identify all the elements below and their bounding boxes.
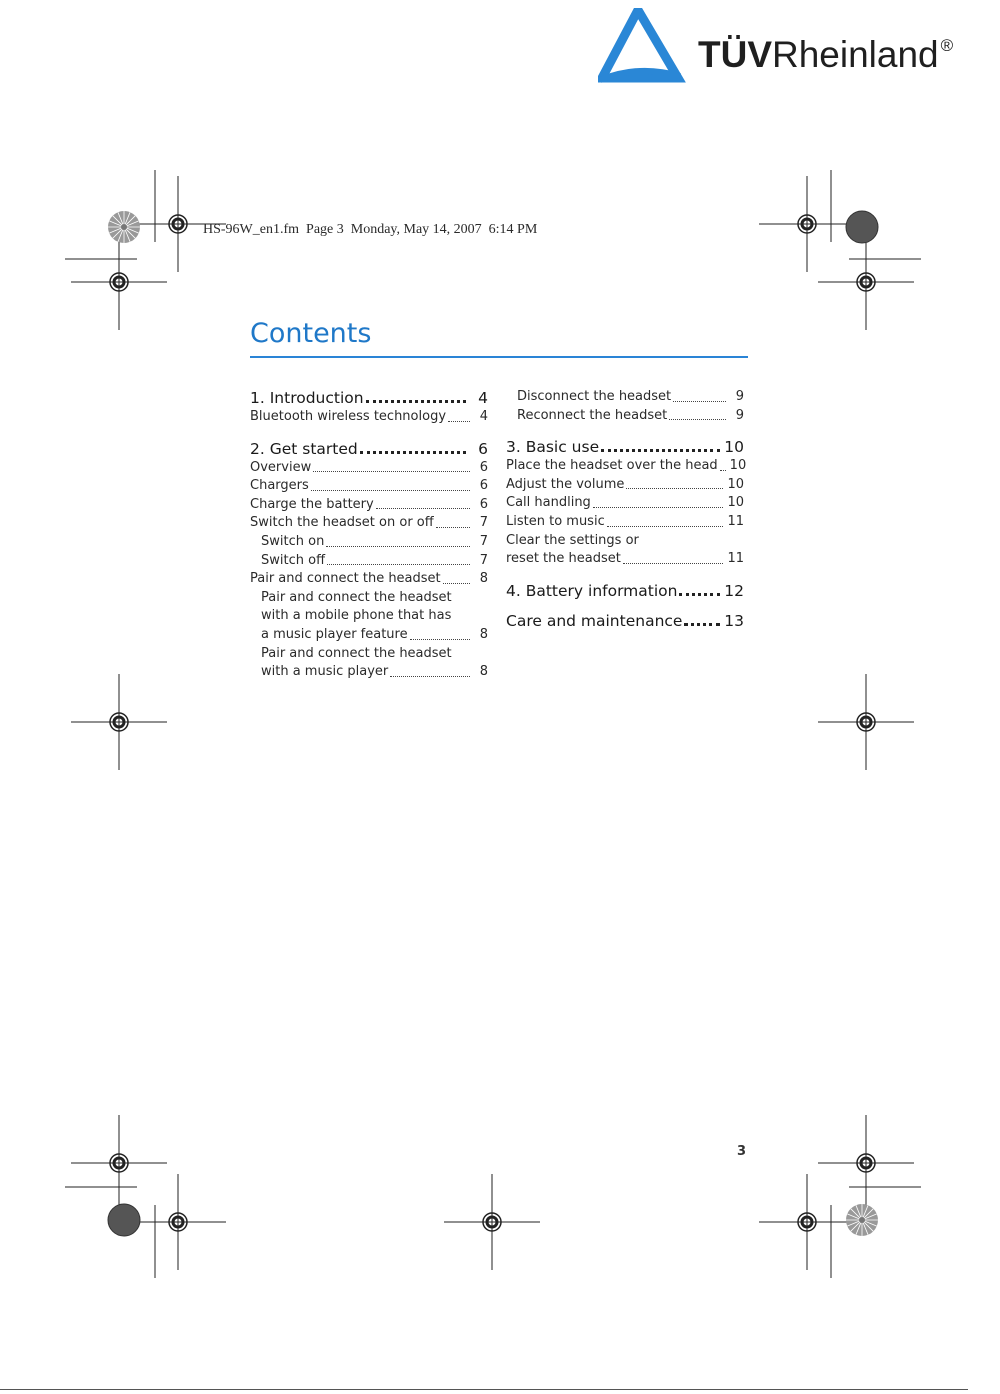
toc-page: 7 (479, 515, 488, 531)
toc-label: Charge the battery (250, 496, 374, 512)
toc-label: Care and maintenance (506, 611, 683, 630)
leader-dots (623, 563, 724, 564)
toc-entry[interactable] (250, 663, 488, 682)
toc-page: 4 (479, 409, 488, 424)
toc-page: 13 (724, 611, 744, 630)
toc-entry[interactable] (250, 533, 488, 552)
toc-entry[interactable] (250, 570, 488, 589)
leader-dots (327, 564, 470, 565)
toc-label: with a music player (261, 664, 389, 680)
toc-chapter[interactable] (506, 611, 744, 631)
leader-dots (669, 419, 726, 420)
toc-entry[interactable] (506, 476, 744, 495)
toc-label: Chargers (250, 478, 309, 494)
toc-chapter[interactable] (506, 437, 744, 457)
toc-page: 6 (479, 478, 488, 494)
leader-dots (313, 471, 470, 472)
toc-entry[interactable] (250, 408, 488, 427)
toc-label: reset the headset (506, 551, 621, 567)
toc-entry[interactable] (506, 388, 744, 407)
toc-label: Overview (250, 459, 312, 475)
toc-entry[interactable] (250, 626, 488, 645)
leader-dots (673, 401, 726, 402)
toc-left-column (250, 388, 488, 682)
toc-entry[interactable] (250, 514, 488, 533)
toc-entry[interactable] (506, 513, 744, 532)
brand-name-regular: Rheinland (772, 34, 939, 75)
toc-page: 4 (478, 389, 488, 407)
toc-page: 9 (735, 389, 744, 404)
toc-page: 7 (479, 552, 488, 568)
toc-page: 11 (727, 551, 744, 567)
leader-dots (360, 451, 466, 454)
toc-label-line: Clear the settings or (506, 532, 639, 548)
toc-chapter[interactable] (506, 581, 744, 601)
toc-page: 10 (727, 495, 744, 511)
title-underline (250, 356, 748, 358)
toc-label: 4. Battery information (506, 581, 678, 600)
toc-entry[interactable] (506, 550, 744, 569)
toc-label: 2. Get started (250, 439, 358, 458)
leader-dots (684, 623, 720, 626)
toc-right-column (506, 388, 747, 631)
toc-label-line: with a mobile phone that has (261, 608, 452, 624)
toc-label: 1. Introduction (250, 389, 364, 407)
toc-page: 9 (735, 407, 744, 423)
page-title: Contents (250, 318, 372, 349)
toc-entry[interactable] (250, 552, 488, 571)
toc-page: 6 (478, 439, 488, 458)
toc-chapter[interactable] (250, 388, 488, 408)
leader-dots (410, 639, 470, 640)
leader-dots (443, 583, 470, 584)
page-number: 3 (737, 1144, 747, 1159)
toc-label: Switch on (261, 533, 325, 549)
toc-label-line: Pair and connect the headset (261, 589, 452, 605)
toc-label-line: Pair and connect the headset (261, 645, 452, 661)
toc-entry[interactable] (506, 457, 747, 476)
toc-page: 8 (479, 664, 488, 680)
toc-entry[interactable] (250, 459, 488, 478)
bottom-divider (0, 1389, 968, 1390)
toc-label: Bluetooth wireless technology (250, 409, 447, 424)
toc-label: a music player feature (261, 626, 408, 642)
toc-label: Call handling (506, 495, 591, 511)
toc-page: 10 (729, 458, 747, 474)
leader-dots (390, 676, 470, 677)
toc-page: 11 (727, 513, 744, 529)
leader-dots (376, 508, 470, 509)
toc-page: 10 (724, 438, 744, 457)
leader-dots (607, 526, 724, 527)
toc-label: Switch off (261, 552, 326, 568)
leader-dots (593, 507, 724, 508)
toc-label: Disconnect the headset (517, 389, 672, 404)
toc-entry[interactable] (250, 477, 488, 496)
leader-dots (679, 593, 720, 596)
toc-label: Adjust the volume (506, 476, 625, 492)
registered-mark: ® (940, 36, 954, 55)
toc-page: 6 (479, 496, 488, 512)
toc-label: Switch the headset on or off (250, 515, 434, 531)
toc-page: 8 (479, 571, 488, 587)
toc-page: 8 (479, 626, 488, 642)
toc-entry[interactable] (250, 496, 488, 515)
file-header: HS-96W_en1.fm Page 3 Monday, May 14, 2007 6:14 PM (203, 222, 538, 237)
toc-label: Pair and connect the headset (250, 571, 441, 587)
toc-label: Reconnect the headset (517, 407, 668, 423)
leader-dots (448, 421, 470, 422)
toc-page: 6 (479, 459, 488, 475)
leader-dots (601, 449, 720, 452)
brand-name-bold: TÜV (698, 34, 772, 75)
leader-dots (626, 488, 723, 489)
leader-dots (366, 400, 466, 403)
toc-page: 10 (727, 476, 744, 492)
toc-page: 12 (724, 581, 744, 600)
toc-page: 7 (479, 533, 488, 549)
toc-entry[interactable] (506, 407, 744, 426)
toc-chapter[interactable] (250, 439, 488, 459)
leader-dots (311, 490, 470, 491)
leader-dots (436, 527, 470, 528)
toc-label: 3. Basic use (506, 438, 600, 457)
leader-dots (326, 546, 470, 547)
toc-label: Listen to music (506, 513, 605, 529)
toc-label: Place the headset over the head (506, 458, 718, 474)
leader-dots (720, 470, 726, 471)
toc-entry[interactable] (506, 494, 744, 513)
